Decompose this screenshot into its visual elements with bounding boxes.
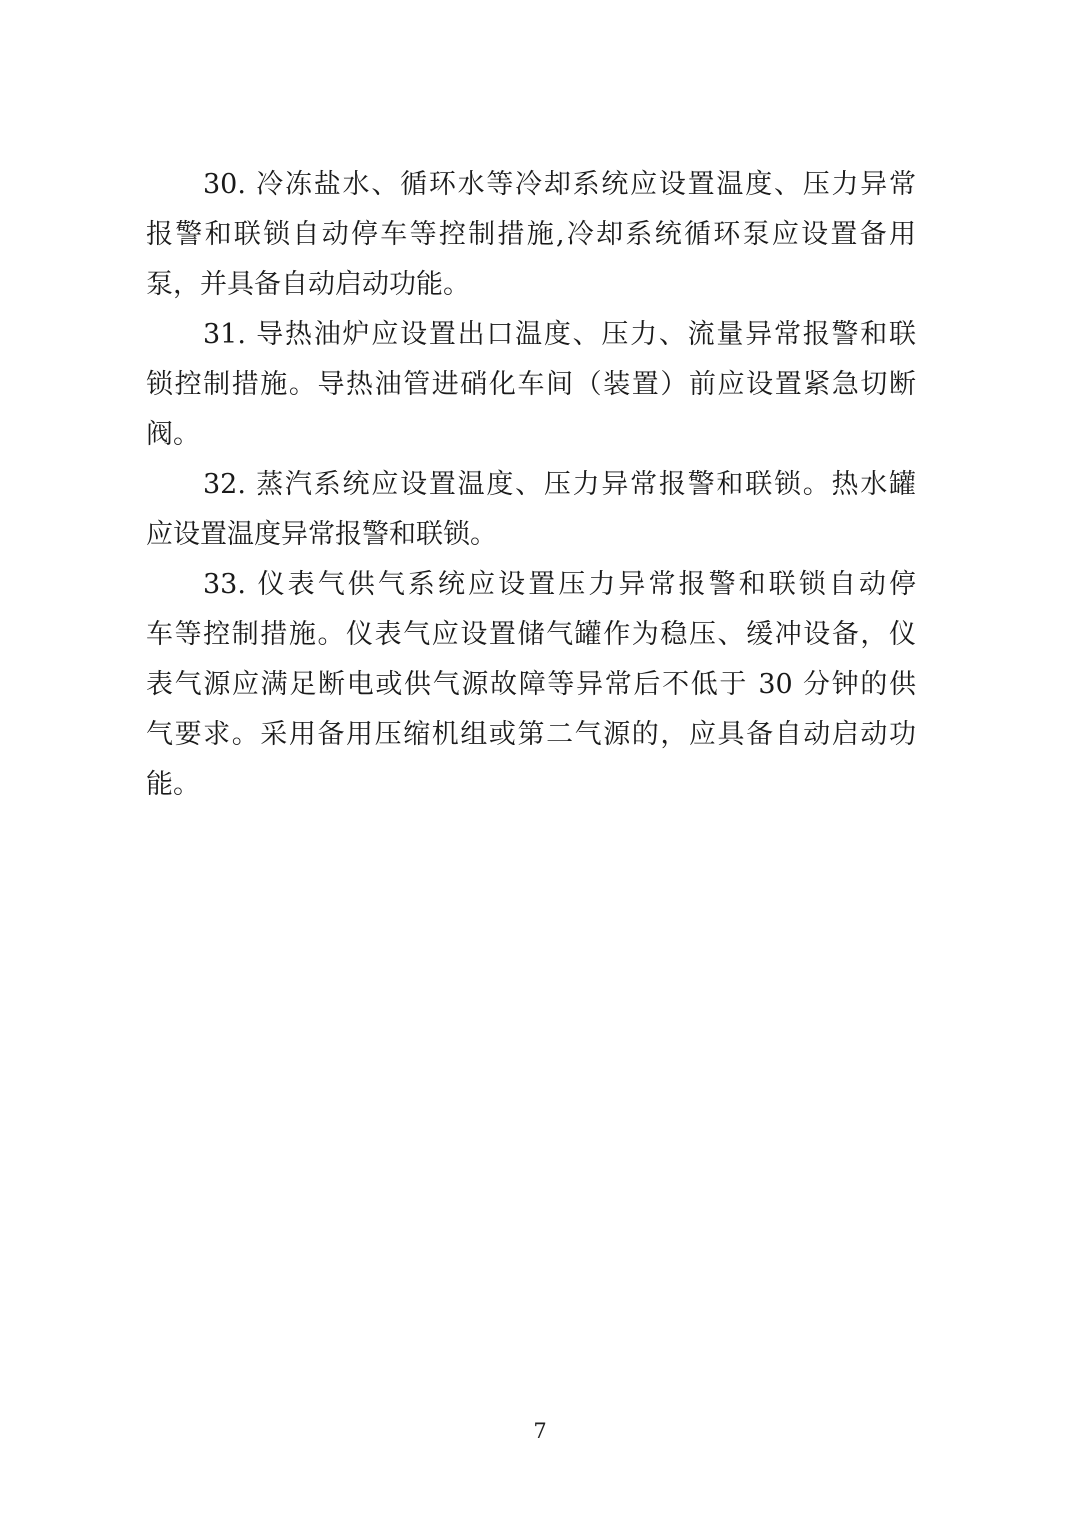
paragraph-32-line-2: 应设置温度异常报警和联锁。 [146,519,497,550]
paragraph-33-line-3: 表气源应满足断电或供气源故障等异常后不低于 30 分钟的供 [146,669,916,700]
page-number: 7 [533,1419,547,1443]
paragraph-30-line-2: 报警和联锁自动停车等控制措施,冷却系统循环泵应设置备用 [146,219,916,250]
paragraph-33-line-1: 33. 仪表气供气系统应设置压力异常报警和联锁自动停 [203,569,916,600]
paragraph-30-line-3: 泵，并具备自动启动功能。 [146,269,470,300]
paragraph-33-line-4: 气要求。采用备用压缩机组或第二气源的，应具备自动启动功 [146,719,916,750]
paragraph-33-line-5: 能。 [146,769,200,800]
paragraph-32-line-1: 32. 蒸汽系统应设置温度、压力异常报警和联锁。热水罐 [203,469,916,500]
paragraph-31-line-2: 锁控制措施。导热油管进硝化车间（装置）前应设置紧急切断 [146,369,916,400]
paragraph-31-line-3: 阀。 [146,419,200,450]
paragraph-31-line-1: 31. 导热油炉应设置出口温度、压力、流量异常报警和联 [203,319,916,350]
body-text [146,160,916,810]
paragraph-33-line-2: 车等控制措施。仪表气应设置储气罐作为稳压、缓冲设备，仪 [146,619,916,650]
paragraph-30-line-1: 30. 冷冻盐水、循环水等冷却系统应设置温度、压力异常 [203,169,916,200]
